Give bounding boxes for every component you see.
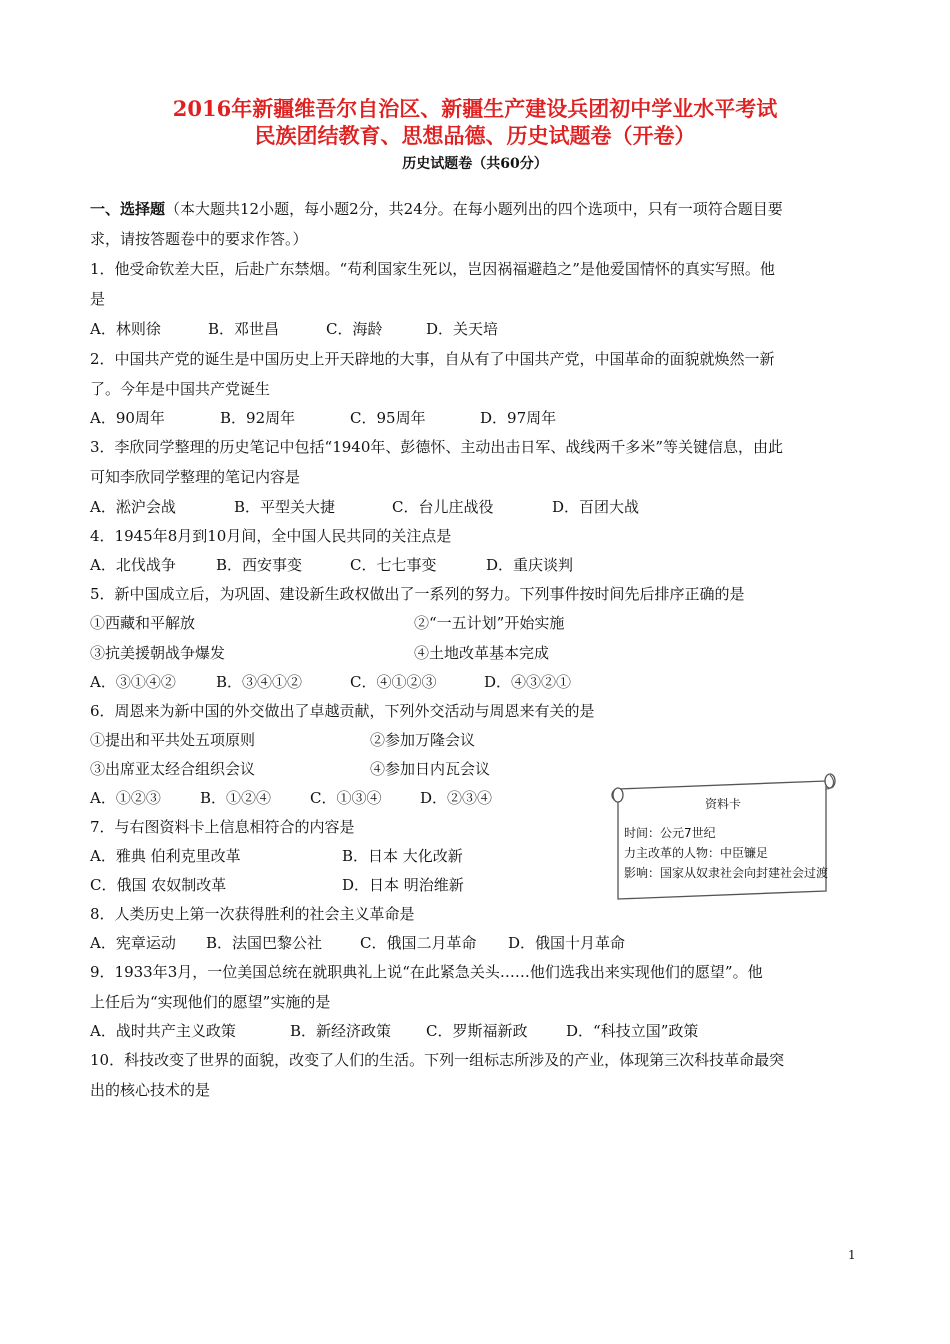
q7-option-d: D．日本 明治维新 — [342, 876, 464, 894]
q6-item-2: ②参加万隆会议 — [370, 731, 476, 749]
q6-option-a: A．①②③ — [90, 789, 161, 807]
question-1-text: 1．他受命钦差大臣，后赴广东禁烟。“苟利国家生死以，岂因祸福避趋之”是他爱国情怀的真实写照。他 — [90, 260, 775, 278]
q2-option-b: B．92周年 — [220, 409, 296, 427]
q9-option-a: A．战时共产主义政策 — [90, 1022, 236, 1040]
q3-option-c: C．台儿庄战役 — [392, 498, 494, 516]
q2-option-a: A．90周年 — [90, 409, 165, 427]
q9-option-b: B．新经济政策 — [290, 1022, 392, 1040]
q4-option-a: A．北伐战争 — [90, 556, 176, 574]
q3-option-b: B．平型关大捷 — [234, 498, 336, 516]
q4-option-c: C．七七事变 — [350, 556, 437, 574]
question-3-text-cont: 可知李欣同学整理的笔记内容是 — [90, 468, 301, 486]
info-card-impact: 影响：国家从奴隶社会向封建社会过渡 — [624, 866, 829, 880]
q3-option-a: A．淞沪会战 — [90, 498, 176, 516]
q5-item-1: ①西藏和平解放 — [90, 614, 196, 632]
q7-option-c: C．俄国 农奴制改革 — [90, 876, 227, 894]
question-1-text-cont: 是 — [90, 290, 106, 308]
q6-option-b: B．①②④ — [200, 789, 272, 807]
q6-item-4: ④参加日内瓦会议 — [370, 760, 491, 778]
q5-item-4: ④土地改革基本完成 — [414, 644, 550, 662]
question-2-text-cont: 了。今年是中国共产党诞生 — [90, 380, 271, 398]
question-3-text: 3．李欣同学整理的历史笔记中包括“1940年、彭德怀、主动出击日军、战线两千多米”等关键信息，由此 — [90, 438, 784, 456]
q4-option-b: B．西安事变 — [216, 556, 303, 574]
q9-option-c: C．罗斯福新政 — [426, 1022, 528, 1040]
q9-option-d: D．“科技立国”政策 — [566, 1022, 699, 1040]
q6-item-3: ③出席亚太经合组织会议 — [90, 760, 256, 778]
info-card-person: 力主改革的人物：中臣镰足 — [624, 846, 769, 860]
q4-option-d: D．重庆谈判 — [486, 556, 574, 574]
question-9-text-cont: 上任后为“实现他们的愿望”实施的是 — [90, 993, 331, 1011]
info-card-time: 时间：公元7世纪 — [624, 826, 716, 840]
q6-option-d: D．②③④ — [420, 789, 493, 807]
q6-item-1: ①提出和平共处五项原则 — [90, 731, 256, 749]
q5-item-3: ③抗美援朝战争爆发 — [90, 644, 226, 662]
question-9-text: 9．1933年3月，一位美国总统在就职典礼上说“在此紧急关头……他们选我出来实现他们的愿望”。他 — [90, 963, 763, 981]
q5-option-d: D．④③②① — [484, 673, 572, 691]
q6-option-c: C．①③④ — [310, 789, 382, 807]
q8-option-d: D．俄国十月革命 — [508, 934, 626, 952]
exam-title-line2: 民族团结教育、思想品德、历史试题卷（开卷） — [254, 123, 696, 148]
page-number: 1 — [848, 1248, 856, 1262]
question-8-text: 8．人类历史上第一次获得胜利的社会主义革命是 — [90, 905, 415, 923]
info-card — [608, 773, 838, 903]
q5-option-a: A．③①④② — [90, 673, 176, 691]
question-7-text: 7．与右图资料卡上信息相符合的内容是 — [90, 818, 355, 836]
section-instruction-cont: 求，请按答题卷中的要求作答。） — [90, 230, 308, 248]
q8-option-a: A．宪章运动 — [90, 934, 176, 952]
q5-option-c: C．④①②③ — [350, 673, 437, 691]
question-5-text: 5．新中国成立后，为巩固、建设新生政权做出了一系列的努力。下列事件按时间先后排序正确的是 — [90, 585, 745, 603]
q1-option-d: D．关天培 — [426, 320, 499, 338]
q1-option-a: A．林则徐 — [90, 320, 161, 338]
exam-title-line1: 2016年新疆维吾尔自治区、新疆生产建设兵团初中学业水平考试 — [172, 96, 778, 121]
section-heading: 一、选择题 — [90, 200, 166, 218]
q5-option-b: B．③④①② — [216, 673, 303, 691]
q5-item-2: ②“一五计划”开始实施 — [414, 614, 565, 632]
info-card-title: 资料卡 — [704, 797, 741, 811]
question-4-text: 4．1945年8月到10月间，全中国人民共同的关注点是 — [90, 527, 452, 545]
q7-option-a: A．雅典 伯利克里改革 — [90, 847, 241, 865]
exam-subtitle: 历史试题卷（共60分） — [402, 156, 548, 172]
question-10-text: 10．科技改变了世界的面貌，改变了人们的生活。下列一组标志所涉及的产业，体现第三次科技革命最突 — [90, 1051, 785, 1069]
q1-option-b: B．邓世昌 — [208, 320, 280, 338]
q8-option-b: B．法国巴黎公社 — [206, 934, 323, 952]
section-instruction: 一、选择题（本大题共12小题，每小题2分，共24分。在每小题列出的四个选项中，只有一项符合题目要 — [90, 200, 783, 218]
q8-option-c: C．俄国二月革命 — [360, 934, 477, 952]
question-2-text: 2．中国共产党的诞生是中国历史上开天辟地的大事，自从有了中国共产党，中国革命的面貌就焕然一新 — [90, 350, 775, 368]
q1-option-c: C．海龄 — [326, 320, 383, 338]
question-10-text-cont: 出的核心技术的是 — [90, 1081, 211, 1099]
q7-option-b: B．日本 大化改新 — [342, 847, 463, 865]
question-6-text: 6．周恩来为新中国的外交做出了卓越贡献，下列外交活动与周恩来有关的是 — [90, 702, 595, 720]
q2-option-d: D．97周年 — [480, 409, 557, 427]
q2-option-c: C．95周年 — [350, 409, 426, 427]
q3-option-d: D．百团大战 — [552, 498, 640, 516]
